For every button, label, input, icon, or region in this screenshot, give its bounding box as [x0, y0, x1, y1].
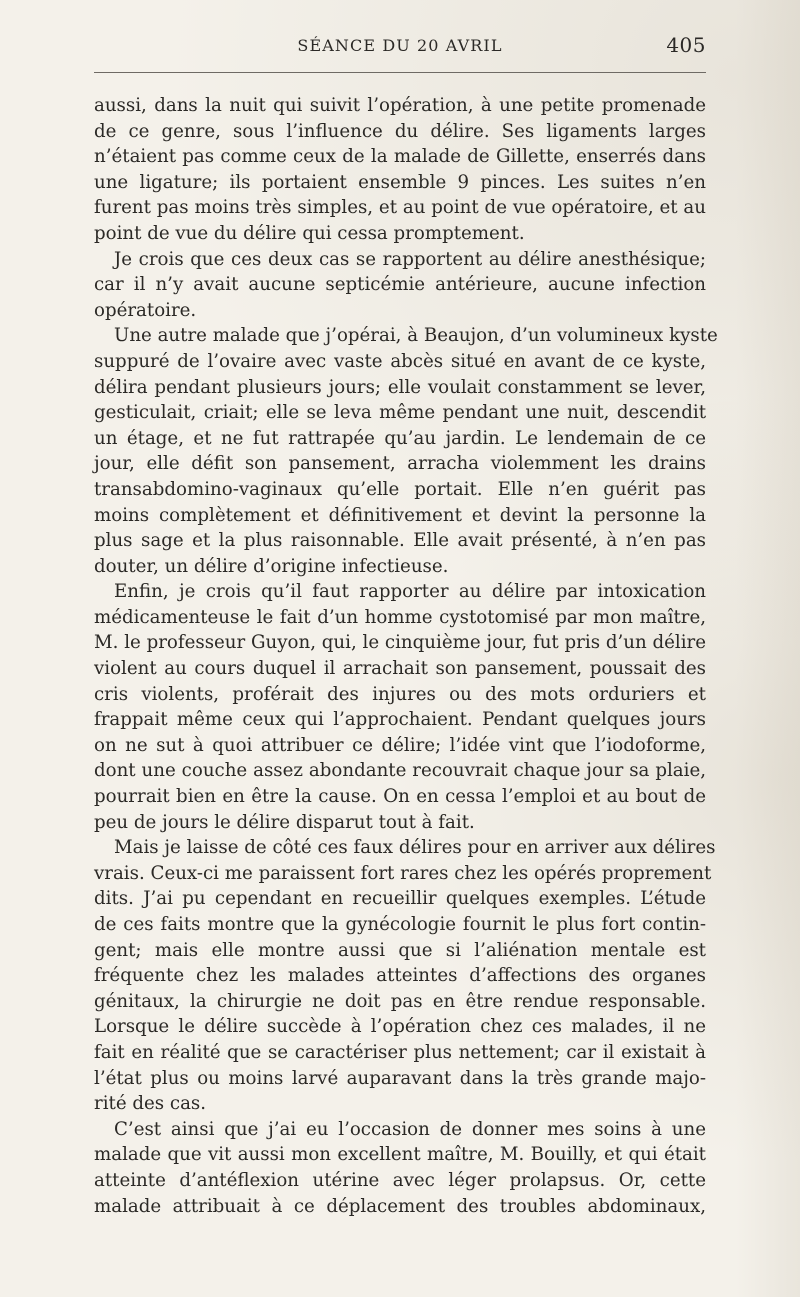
text-line: Une autre malade que j’opérai, à Beaujon, d’un volumineux kyste — [114, 325, 718, 347]
text-line: transabdomino-vaginaux qu’elle portait. Elle n’en guérit pas — [94, 478, 706, 500]
text-line: délira pendant plusieurs jours; elle voulait constamment se lever, — [94, 376, 706, 398]
text-line: Enfin, je crois qu’il faut rapporter au délire par intoxication — [114, 581, 706, 603]
text-line: Mais je laisse de côté ces faux délires pour en arriver aux délires — [114, 837, 716, 859]
text-line: peu de jours le délire disparut tout à fait. — [94, 811, 475, 833]
text-line: douter, un délire d’origine infectieuse. — [94, 555, 449, 577]
text-line: de ces faits montre que la gynécologie fournit le plus fort contin- — [94, 914, 706, 935]
page-number: 405 — [666, 33, 706, 57]
text-line: pourrait bien en être la cause. On en cessa l’emploi et au bout de — [94, 786, 706, 808]
text-line: on ne sut à quoi attribuer ce délire; l’idée vint que l’iodoforme, — [94, 734, 706, 756]
text-line: Je crois que ces deux cas se rapportent au délire anesthésique; — [114, 248, 706, 270]
text-line: plus sage et la plus raisonnable. Elle avait présenté, à n’en pas — [94, 530, 706, 552]
text-line: C’est ainsi que j’ai eu l’occasion de donner mes soins à une — [114, 1118, 706, 1140]
text-line: gent; mais elle montre aussi que si l’aliénation mentale est — [94, 939, 706, 961]
body-text — [94, 93, 718, 1219]
text-line: dont une couche assez abondante recouvrait chaque jour sa plaie, — [94, 760, 706, 782]
text-line: de ce genre, sous l’influence du délire. Ses ligaments larges — [94, 120, 706, 142]
text-line: rité des cas. — [94, 1093, 207, 1115]
text-line: génitaux, la chirurgie ne doit pas en être rendue responsable. — [94, 990, 706, 1012]
text-line: aussi, dans la nuit qui suivit l’opération, à une petite promenade — [94, 95, 706, 116]
text-line: atteinte d’antéflexion utérine avec léger prolapsus. Or, cette — [94, 1169, 706, 1191]
text-line: point de vue du délire qui cessa promptement. — [94, 222, 525, 244]
text-line: fréquente chez les malades atteintes d’affections des organes — [94, 965, 706, 987]
running-title: SÉANCE DU 20 AVRIL — [297, 36, 503, 55]
text-line: suppuré de l’ovaire avec vaste abcès situé en avant de ce kyste, — [94, 350, 706, 372]
text-line: dits. J’ai pu cependant en recueillir quelques exemples. L’étude — [94, 888, 706, 910]
text-line: gesticulait, criait; elle se leva même pendant une nuit, descendit — [94, 402, 706, 424]
header-rule — [94, 72, 706, 73]
text-line: furent pas moins très simples, et au point de vue opératoire, et au — [94, 197, 706, 219]
text-line: malade attribuait à ce déplacement des troubles abdominaux, — [94, 1195, 706, 1217]
text-line: M. le professeur Guyon, qui, le cinquième jour, fut pris d’un délire — [94, 632, 706, 654]
text-line: violent au cours duquel il arrachait son pansement, poussait des — [94, 658, 706, 680]
text-line: moins complètement et définitivement et devint la personne la — [94, 504, 706, 526]
text-line: n’étaient pas comme ceux de la malade de Gillette, enserrés dans — [94, 146, 706, 168]
text-line: cris violents, proférait des injures ou des mots orduriers et — [94, 683, 706, 705]
text-line: fait en réalité que se caractériser plus nettement; car il existait à — [94, 1041, 706, 1063]
page-header — [94, 31, 706, 65]
text-line: frappait même ceux qui l’approchaient. Pendant quelques jours — [94, 709, 706, 731]
text-line: médicamenteuse le fait d’un homme cystotomisé par mon maître, — [94, 606, 706, 628]
text-line: une ligature; ils portaient ensemble 9 pinces. Les suites n’en — [94, 171, 706, 193]
text-line: jour, elle défit son pansement, arracha violemment les drains — [94, 453, 706, 475]
text-line: malade que vit aussi mon excellent maître, M. Bouilly, et qui était — [94, 1144, 706, 1166]
text-line: l’état plus ou moins larvé auparavant dans la très grande majo- — [94, 1067, 706, 1089]
text-line: opératoire. — [94, 299, 197, 321]
text-line: car il n’y avait aucune septicémie antérieure, aucune infection — [94, 274, 706, 296]
text-line: un étage, et ne fut rattrapée qu’au jardin. Le lendemain de ce — [94, 427, 706, 449]
text-line: Lorsque le délire succède à l’opération chez ces malades, il ne — [94, 1016, 706, 1038]
text-line: vrais. Ceux-ci me paraissent fort rares chez les opérés proprement — [94, 862, 712, 884]
